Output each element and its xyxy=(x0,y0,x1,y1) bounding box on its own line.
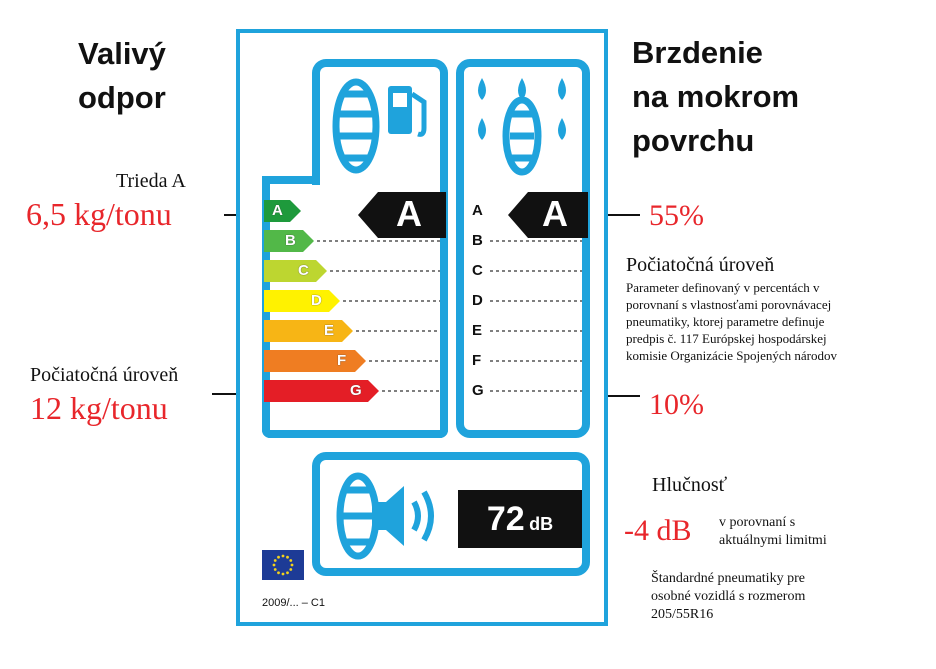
noise-display-text xyxy=(458,496,582,549)
rolling-base-value: 12 kg/tonu xyxy=(30,390,168,426)
rolling-heading-line2: odpor xyxy=(78,80,166,115)
eu-flag-icon xyxy=(262,550,304,580)
fuel-grade-letter-c: C xyxy=(298,262,309,279)
wet-base-desc-line: pneumatiky, ktorej parametre definuje xyxy=(626,314,825,329)
fuel-grade-arrow-f xyxy=(264,350,366,372)
wet-heading-line1: Brzdenie xyxy=(632,35,763,70)
eu-star xyxy=(282,555,285,558)
rolling-class-label: Trieda A xyxy=(116,170,186,192)
fuel-grade-letter-f: F xyxy=(337,352,347,369)
noise-standard xyxy=(651,570,805,624)
noise-standard-line1: Štandardné pneumatiky pre xyxy=(651,571,805,586)
eu-star xyxy=(291,564,294,567)
noise-tyre-speaker-icon xyxy=(326,468,450,564)
wet-grade-letter-g: G xyxy=(472,382,484,399)
wet-base-label: Počiatočná úroveň xyxy=(626,254,775,276)
eu-star xyxy=(274,568,277,571)
label-footer: 2009/... – C1 xyxy=(262,597,325,609)
wet-base-value: 10% xyxy=(649,388,704,421)
wet-heading-line3: povrchu xyxy=(632,123,755,158)
wet-grade-letter-c: C xyxy=(472,262,483,279)
wet-grade-letter-f: F xyxy=(472,352,482,369)
noise-desc-line2: aktuálnymi limitmi xyxy=(719,533,827,548)
noise-desc-line1: v porovnaní s xyxy=(719,515,796,530)
eu-star xyxy=(289,568,292,571)
wet-heading xyxy=(632,31,799,163)
fuel-rating-letter: A xyxy=(396,193,422,234)
wet-rating-letter: A xyxy=(542,193,568,234)
fuel-grade-letter-g: G xyxy=(350,382,362,399)
eu-star xyxy=(286,571,289,574)
eu-star xyxy=(277,556,280,559)
wet-grade-letter-a: A xyxy=(472,202,483,219)
fuel-pump-tyre-icon xyxy=(322,72,440,176)
noise-value: -4 dB xyxy=(624,514,692,547)
noise-title: Hlučnosť xyxy=(652,474,728,496)
fuel-panel-shoulder xyxy=(262,176,320,184)
noise-display-unit: dB xyxy=(529,514,554,534)
noise-standard-line3: 205/55R16 xyxy=(651,607,714,622)
wet-grade-letter-b: B xyxy=(472,232,483,249)
wet-grip-tyre-icon xyxy=(466,72,580,176)
rolling-base-label: Počiatočná úroveň xyxy=(30,364,179,386)
wet-grade-letter-d: D xyxy=(472,292,483,309)
wet-base-desc-line: porovnaní s vlastnosťami porovnávacej xyxy=(626,297,832,312)
wet-grade-letter-e: E xyxy=(472,322,483,339)
fuel-grade-letter-b: B xyxy=(285,232,296,249)
eu-star xyxy=(286,556,289,559)
wet-heading-line2: na mokrom xyxy=(632,79,800,114)
fuel-grade-letter-d: D xyxy=(311,292,322,309)
eu-star xyxy=(274,559,277,562)
noise-standard-line2: osobné vozidlá s rozmerom xyxy=(651,589,806,604)
wet-base-desc xyxy=(626,279,837,364)
rolling-class-value: 6,5 kg/tonu xyxy=(26,196,172,232)
noise-display-value: 72 xyxy=(486,500,525,538)
eu-star xyxy=(282,573,285,576)
fuel-grade-letter-a: A xyxy=(272,202,283,219)
rolling-heading xyxy=(78,32,166,120)
wet-base-desc-line: komisie Organizácie Spojených národov xyxy=(626,348,837,363)
rolling-heading-line1: Valivý xyxy=(78,36,166,71)
wet-base-desc-line: predpis č. 117 Európskej hospodárskej xyxy=(626,331,827,346)
fuel-grade-arrow-e xyxy=(264,320,353,342)
fuel-grade-letter-e: E xyxy=(324,322,335,339)
wet-class-value: 55% xyxy=(649,199,704,232)
wet-base-desc-line: Parameter definovaný v percentách v xyxy=(626,280,820,295)
fuel-grade-arrow-c xyxy=(264,260,327,282)
fuel-grade-arrow-d xyxy=(264,290,340,312)
eu-star xyxy=(277,571,280,574)
noise-desc xyxy=(719,514,827,550)
eu-star xyxy=(289,559,292,562)
eu-star xyxy=(273,564,276,567)
